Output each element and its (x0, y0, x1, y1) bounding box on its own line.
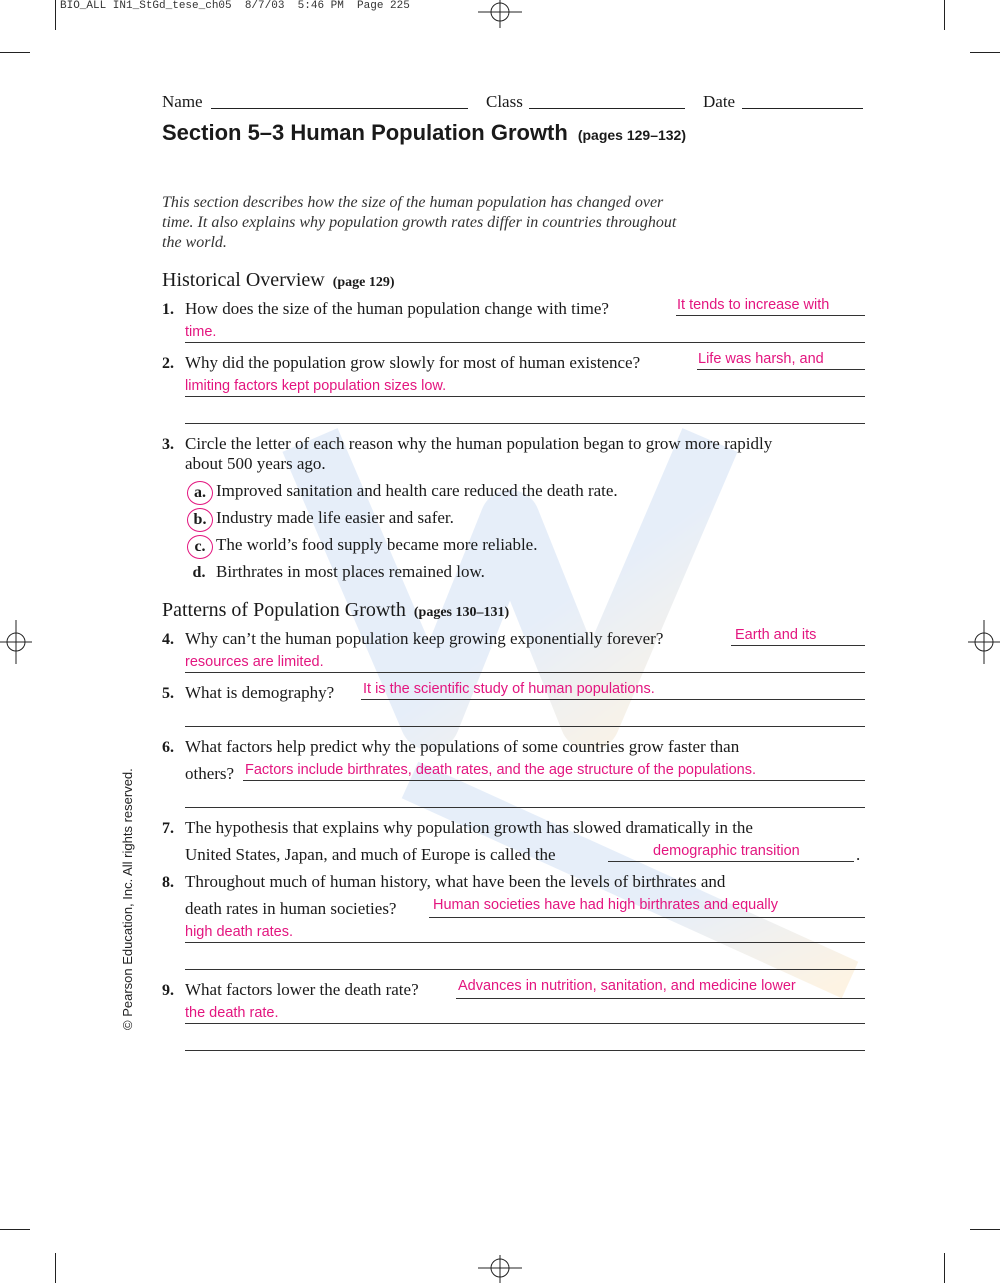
question-3-text: Circle the letter of each reason why the human population began to grow more rapidly (185, 434, 773, 453)
answer-line (429, 917, 865, 918)
question-9-answer[interactable]: Advances in nutrition, sanitation, and medicine lower (458, 978, 796, 994)
answer-line (185, 1023, 865, 1024)
question-4-answer-cont[interactable]: resources are limited. (185, 654, 324, 670)
question-3-text-cont: about 500 years ago. (185, 454, 326, 473)
question-8-text: Throughout much of human history, what have been the levels of birthrates and (185, 872, 726, 891)
question-number: 3. (162, 436, 174, 453)
answer-line (456, 998, 865, 999)
answer-line (185, 807, 865, 808)
answer-line (185, 396, 865, 397)
registration-mark-icon (478, 1255, 522, 1283)
question-7-text-cont: United States, Japan, and much of Europe is called the (185, 845, 556, 864)
question-2-answer[interactable]: Life was harsh, and (698, 351, 824, 367)
question-6-text-cont: others? (185, 764, 235, 783)
question-number: 7. (162, 820, 174, 837)
section-intro: This section describes how the size of the human population has changed over time. It also explains why population growth rates differ in countries throughout the world. (162, 194, 677, 251)
question-1-answer[interactable]: It tends to increase with (677, 297, 830, 313)
heading-pages: (pages 130–131) (413, 605, 510, 620)
date-field[interactable] (742, 108, 863, 109)
question-1-answer-cont[interactable]: time. (185, 324, 217, 340)
answer-line (185, 423, 865, 424)
option-c-letter[interactable]: c. (187, 535, 213, 559)
question-8-text-cont: death rates in human societies? (185, 899, 397, 918)
question-number: 5. (162, 685, 174, 702)
question-2-text: Why did the population grow slowly for most of human existence? (185, 353, 641, 372)
date-label: Date (703, 92, 736, 111)
crop-mark (0, 1229, 30, 1230)
question-4-answer[interactable]: Earth and its (735, 627, 817, 643)
question-8-answer-cont[interactable]: high death rates. (185, 924, 294, 940)
question-number: 9. (162, 982, 174, 999)
question-6-answer[interactable]: Factors include birthrates, death rates, and the age structure of the populations. (245, 762, 757, 778)
answer-line (731, 645, 865, 646)
question-number: 8. (162, 874, 174, 891)
class-label: Class (486, 92, 523, 111)
crop-mark (55, 1253, 56, 1283)
heading-pages: (page 129) (332, 275, 395, 290)
option-b-letter[interactable]: b. (187, 508, 213, 532)
question-1-text: How does the size of the human population change with time? (185, 299, 609, 318)
heading-text: Patterns of Population Growth (162, 599, 406, 621)
question-8-answer[interactable]: Human societies have had high birthrates and equally (433, 897, 778, 913)
answer-line (185, 942, 865, 943)
name-field[interactable] (211, 108, 468, 109)
question-number: 1. (162, 301, 174, 318)
question-4-text: Why can’t the human population keep growing exponentially forever? (185, 629, 664, 648)
class-field[interactable] (529, 108, 685, 109)
registration-mark-icon (478, 0, 522, 30)
answer-line (185, 969, 865, 970)
answer-line (697, 369, 865, 370)
registration-mark-icon (0, 620, 32, 664)
answer-line (185, 726, 865, 727)
heading-patterns-of-population-growth (162, 599, 509, 622)
question-9-answer-cont[interactable]: the death rate. (185, 1005, 279, 1021)
question-7-text: The hypothesis that explains why population growth has slowed dramatically in the (185, 818, 753, 837)
option-a-text: Improved sanitation and health care reduced the death rate. (216, 481, 618, 500)
option-b-text: Industry made life easier and safer. (216, 508, 454, 527)
option-c-text: The world’s food supply became more reliable. (216, 535, 538, 554)
crop-mark (944, 1253, 945, 1283)
question-5-answer[interactable]: It is the scientific study of human populations. (363, 681, 655, 697)
question-number: 6. (162, 739, 174, 756)
option-a-letter[interactable]: a. (187, 481, 213, 505)
crop-mark (970, 52, 1000, 53)
answer-line (676, 315, 865, 316)
copyright-notice: © Pearson Education, Inc. All rights reserved. (120, 768, 135, 1030)
crop-mark (0, 52, 30, 53)
name-label: Name (162, 92, 203, 111)
question-7-answer[interactable]: demographic transition (653, 843, 800, 859)
heading-historical-overview (162, 269, 395, 292)
question-2-answer-cont[interactable]: limiting factors kept population sizes low. (185, 378, 447, 394)
answer-line (185, 1050, 865, 1051)
printer-slug: BIO_ALL IN1_StGd_tese_ch05 8/7/03 5:46 PM Page 225 (60, 0, 410, 12)
question-7-period: . (856, 845, 861, 864)
answer-line (608, 861, 854, 862)
page-title (162, 120, 686, 146)
crop-mark (970, 1229, 1000, 1230)
option-d-text: Birthrates in most places remained low. (216, 562, 485, 581)
crop-mark (944, 0, 945, 30)
question-9-text: What factors lower the death rate? (185, 980, 419, 999)
registration-mark-icon (968, 620, 1000, 664)
section-title: Section 5–3 Human Population Growth (162, 120, 568, 145)
crop-mark (55, 0, 56, 30)
question-5-text: What is demography? (185, 683, 335, 702)
question-number: 4. (162, 631, 174, 648)
section-pages: (pages 129–132) (577, 127, 687, 143)
question-number: 2. (162, 355, 174, 372)
answer-line (185, 342, 865, 343)
option-d-letter[interactable]: d. (192, 564, 206, 581)
question-6-text: What factors help predict why the populations of some countries grow faster than (185, 737, 740, 756)
heading-text: Historical Overview (162, 269, 325, 291)
answer-line (243, 780, 865, 781)
answer-line (361, 699, 865, 700)
answer-line (185, 672, 865, 673)
